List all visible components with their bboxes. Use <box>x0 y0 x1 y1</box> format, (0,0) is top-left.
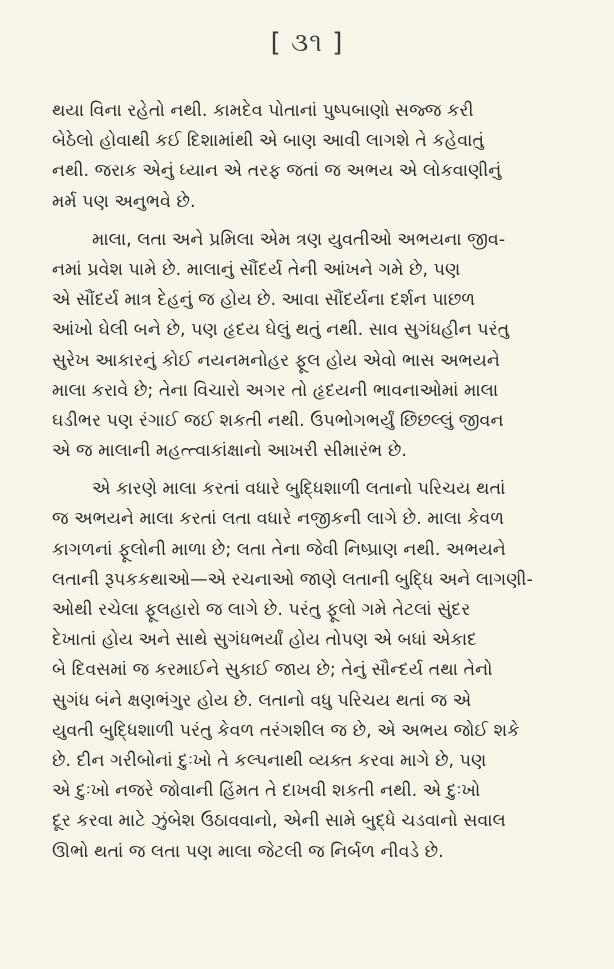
text-line: સુરેખ આકારનું કોઈ નયનમનોહર ફૂલ હોય એવો ભાસ અભયને <box>52 350 500 371</box>
text-line: કાગળનાં ફૂલોની માળા છે; લતા તેના જેવી નિષ્પ્રાણ નથી. અભયને <box>52 539 506 560</box>
paragraph-1 <box>52 96 564 217</box>
page-number: [ ૩૧ ] <box>270 28 344 58</box>
text-line: બે દિવસમાં જ કરમાઈને સુકાઈ જાય છે; તેનું સૌન્દર્ય તથા તેનો <box>52 660 493 681</box>
text-line: આંખો ઘેલી બને છે, પણ હૃદય ઘેલું થતું નથી. સાવ સુગંધહીન પરંતુ <box>52 320 510 341</box>
paragraph-3 <box>52 474 564 866</box>
text-line: થયા વિના રહેતો નથી. કામદેવ પોતાનાં પુષ્પબાણો સજ્જ કરી <box>52 101 474 121</box>
text-line: એ જ માલાની મહત્ત્વાકાંક્ષાનો આખરી સીમારંભ છે. <box>52 441 407 462</box>
text-line: ઘડીભર પણ રંગાઈ જઈ શકતી નથી. ઉપભોગભર્યું છિછલ્લું જીવન <box>52 410 504 431</box>
body-text <box>52 96 564 867</box>
text-line: નથી. જરાક એનું ધ્યાન એ તરફ જતાં જ અભય એ લોકવાણીનું <box>52 161 502 182</box>
text-line: એ સૌંદર્ય માત્ર દેહનું જ હોય છે. આવા સૌંદર્યના દર્શન પાછળ <box>52 290 476 311</box>
text-line: છે. દીન ગરીબોનાં દુઃખો તે કલ્પનાથી વ્યક્ત કરવા માગે છે, પણ <box>52 750 487 771</box>
text-line: માલા કરાવે છે; તેના વિચારો અગર તો હૃદયની ભાવનાઓમાં માલા <box>52 380 499 401</box>
text-line: નમાં પ્રવેશ પામે છે. માલાનું સૌંદર્ય તેની આંખને ગમે છે, પણ <box>52 259 461 280</box>
text-line: સુગંધ બંને ક્ષણભંગુર હોય છે. લતાનો વધુ પરિચય થતાં જ એ <box>52 690 472 711</box>
text-line: દૂર કરવા માટે ઝુંબેશ ઉઠાવવાનો, એની સામે બુદ્ધે ચડવાનો સવાલ <box>52 811 506 832</box>
text-line: દેખાતાં હોય અને સાથે સુગંધભર્યાં હોય તોપણ એ બધાં એકાદ <box>52 630 477 651</box>
text-line: યુવતી બુદ્ધિશાળી પરંતુ કેવળ તરંગશીલ જ છે, એ અભય જોઈ શકે <box>52 720 520 741</box>
text-line: માલા, લતા અને પ્રમિલા એમ ત્રણ યુવતીઓ અભયના જીવ- <box>92 229 506 250</box>
text-line: ઊભો થતાં જ લતા પણ માલા જેટલી જ નિર્બળ નીવડે છે. <box>52 841 444 862</box>
text-line: લતાની રૂપકકથાઓ—એ રચનાઓ જાણે લતાની બુદ્ધિ અને લાગણી- <box>52 569 533 590</box>
paragraph-2 <box>52 225 564 467</box>
text-line: એ દુઃખો નજરે જોવાની હિંમત તે દાખવી શકતી નથી. એ દુઃખો <box>52 781 481 802</box>
text-line: જ અભયને માલા કરતાં લતા વધારે નજીકની લાગે છે. માલા કેવળ <box>52 509 504 530</box>
text-line: ઓથી રચેલા ફૂલહારો જ લાગે છે. પરંતુ ફૂલો ગમે તેટલાં સુંદર <box>52 600 471 620</box>
text-line: બેઠેલો હોવાથી કઈ દિશામાંથી એ બાણ આવી લાગશે તે કહેવાતું <box>52 131 485 152</box>
text-line: મર્મ પણ અનુભવે છે. <box>52 191 196 212</box>
text-line: એ કારણે માલા કરતાં વધારે બુદ્ધિશાળી લતાનો પરિચય થતાં <box>92 479 506 500</box>
